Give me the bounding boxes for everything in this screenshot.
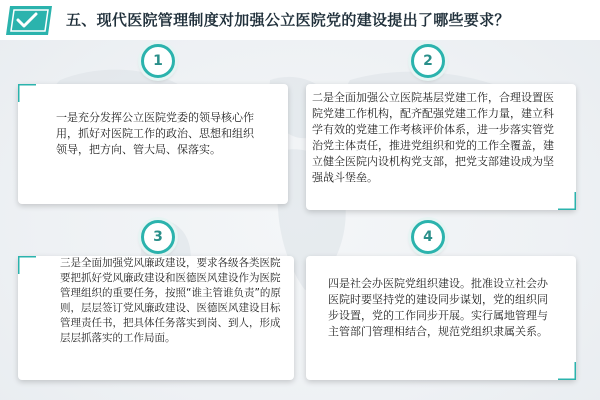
- card-4-text: 四是社会办医院党组织建设。批准设立社会办医院时要坚持党的建设同步谋划，党的组织同步设置，党的工作同步开展。实行属地管理与主管部门管理相结合，规范党组织隶属关系。: [328, 277, 548, 338]
- card-3: [18, 256, 294, 380]
- number-badge-2: 2: [411, 44, 445, 78]
- card-3-text: 三是全面加强党风廉政建设，要求各级各类医院要把抓好党风廉政建设和医德医风建设作为医院管理组织的重要任务，按照“谁主管谁负责”的原则，层层签订党风廉政建设、医德医风建设目标管理责任书，把具体任务落实到岗、到人，形成层层抓落实的工作局面。: [60, 257, 281, 344]
- number-badge-1: 1: [141, 44, 175, 78]
- card-1-text: 一是充分发挥公立医院党委的领导核心作用，抓好对医院工作的政治、思想和组织领导，把方向、管大局、保落实。: [56, 111, 254, 156]
- card-2-text: 二是全面加强公立医院基层党建工作，合理设置医院党建工作机构，配齐配强党建工作力量，建立科学有效的党建工作考核评价体系，进一步落实管党治党主体责任，推进党组织和党的工作全覆盖，建立健全医院内设机构党支部，把党支部建设成为坚强战斗堡垒。: [312, 91, 554, 184]
- title-bar: [0, 0, 600, 40]
- card-4: [306, 256, 576, 380]
- card-1: [18, 84, 288, 204]
- corner-accent-icon: [18, 256, 36, 274]
- page-title: 五、现代医院管理制度对加强公立医院党的建设提出了哪些要求？: [66, 11, 510, 29]
- title-badge-icon: [4, 4, 54, 37]
- corner-accent-icon: [558, 192, 576, 210]
- corner-accent-icon: [558, 362, 576, 380]
- number-badge-4: 4: [411, 220, 445, 254]
- number-badge-3: 3: [141, 220, 175, 254]
- card-2: [306, 84, 576, 210]
- corner-accent-icon: [18, 84, 36, 102]
